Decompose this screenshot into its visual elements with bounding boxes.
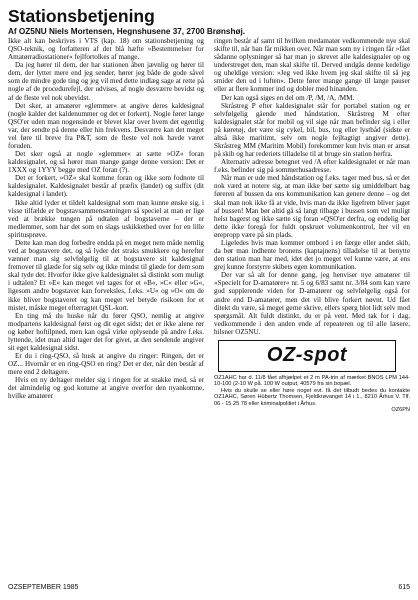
paragraph: Er du i ring-QSO, så husk at angive du ringer: Ringen, det er OZ... Hvornår er en ring-QSO en ring? Det er der, når den består af mere end 2 deltagere. bbox=[8, 352, 204, 377]
paragraph: Det sker også at nogle »glemmer« at sætte »OZ« foran kaldesignalet, og så hører man mange gange denne version: Det er 1XXX og 1YYY begge med OZ foran (?). bbox=[8, 150, 204, 175]
article-columns bbox=[8, 37, 410, 568]
oz-spot-text bbox=[214, 375, 410, 408]
paragraph: Det sker, at amatører »glemmer« at angive deres kaldesignal (nogle kalder det kaldenummer og det er forkert). Nogle fører lange QSO'er uden man nogensinde er blevet klar over hvem det egentlig var, der sendte på denne eller hin frekvens. Desværre kan det meget vel føre til breve fra P&T, som de fleste vel nok havde været foruden. bbox=[8, 101, 204, 151]
author-line: Af OZ5NU Niels Mortensen, Hegnshusene 37, 2700 Brønshøj. bbox=[8, 27, 246, 36]
oz-spot-signature-wrap bbox=[214, 407, 410, 414]
footer-issue: OZSEPTEMBER 1985 bbox=[8, 584, 79, 591]
paragraph: Ligeledes hvis man kommer ombord i en færge eller andet skib, da bør man indhente bronens (kaptajnens) tilladelse til at benytte den station man har med, idet det jo meget vel kunne være, at ens grej kunne forstyrre skibets egen kommunikation. bbox=[214, 238, 410, 272]
paragraph: Ikke altid lyder et tildelt kaldesignal som man kunne ønske sig, i visse tilfælde er bogstavsammensætningen så speciel at man er lige ved at brække tungen på udtalen af bogstaverne – der er medlemmer, som har det som en slags uskikkethed over for en lille spiritusprøve. bbox=[8, 198, 204, 239]
page-number: 615 bbox=[398, 584, 410, 591]
page-footer bbox=[8, 582, 410, 594]
paragraph: Det er forkert, »OZ« skal komme foran og ikke som fodnote til kaldesignalet. Kaldesignalet består af præfix (landet) og suffix (dit kaldesignal i landet). bbox=[8, 174, 204, 199]
paragraph: Der var så alt for denne gang, jeg henviser nye amatører til »Specielt for D-amatører« nr. 5 og 6/83 samt nr. 3/84 som kan være god supplerende viden for D-amatører og selvfølgelig også for andre end D-amatører, men det vil blive forkert nøvnt. Ud fået ditekt du være, så meget gerne skrive, ellers spørg blot lidt selv mod spørgsmål. Alt fuldt distinkt, du er på vent. Med tak for i dag, vedkommende i den anden ende af repeateren og til alle læsere, hilsner OZ5NU. bbox=[214, 271, 410, 336]
paragraph: Da jeg hører til dem, der har stationen åben jævnlig og hører til dem, der lytter mere end jeg sender, hører jeg både de gode såvel som de mindre gode ting og jeg vil med dette indlæg sage at rette på nogle af de procedurefejl, der udvises, af nogle desværre bevidst og af de fleste vel nok ubevidst. bbox=[8, 61, 204, 102]
right-column-text bbox=[214, 37, 410, 336]
paragraph: Skråstreg P efter kaldesignalet står for portabel station og er selvfølgelig gående med håndstation. Skråstreg M efter kaldesignalet står for mobil og vil sige når man befinder sig i eller på køretøj, det være sig cykel, bil, bus, tog eller lystbåd (sidste er altså ikke maritimt, selv om nogle fejltagtigt angiver dette). Skråstreg MM (Maritim Mobil) forekommer kun hvis man er ansat på skib og har rederiets tilladelse til at bruge sin station herfra. bbox=[214, 101, 410, 159]
left-column bbox=[8, 37, 204, 568]
paragraph: Når man er ude med håndstation og f.eks. tager med bus, så er det nok værd at notere sig, at man ikke bør sætte sig umiddelbart bag føreren af bussen da ens kommunikation kan genere denne – og det skal man nok ikke få at vide, hvis man da ikke ligefrem bliver jaget af bussen! Man bør altid gå så langt tilbage i bussen som vel muligt helst bagerst og ikke sætte sig foran »QSO'er derfra, og endelig bør dette ikke foregå for fuldt opskruet volumenkontrol, her vil en ørepropp være på sin plads. bbox=[214, 174, 410, 239]
paragraph: Hvis en ny deltager melder sig i ringen for at snakke med, så er det almindelig og god kotume at angive overfor den nyankomne, hvilke amatører bbox=[8, 376, 204, 401]
paragraph: Dette kan man dog forbedre endda på en meget nem måde nemlig ved at bogstavere det, og så lyder det straks smukkere og herefter vænner man sig selvfølgelig til at bogstavere sit kaldesignal fremover til glæde for sig selv og ikke mindst til glæde for dem som skal tyde det. Hvorfor ikke give kaldesignalet så distinkt som muligt i udtalen? Et »E« kan meget vel tages for et »B«, »C« eller »G«, ligesom andre bogstaver kan forveksles, f.eks. »U« og »O« om de ikke bliver bogstaveret og kan meget vel betyde risikoen for et mistet, måske meget efterragtet QSL-kort. bbox=[8, 238, 204, 312]
oz-spot-box bbox=[218, 340, 396, 372]
paragraph: Ikke alt kan beskrives i VTS (kap. 18) om stationsbetjening og QSO-teknik, og forfatteren af det blå hæfte »Bestemmelser for Amatørradiostationer« fejlfortolkes af mange. bbox=[8, 37, 204, 62]
paragraph: ringen består af samt til hvilken medamatør vedkommende nye skal skifte til, når han får mikken over. Når man som ny i ringen får »fået sådanne oplysninger så har man jo skrevet alle kaldesignaler op og understreget den, man skal skifte til. Derved undgås denne kedelige og uheldige version: »Jeg ved ikke hvem jeg skal skifte til så jeg smider den ud i luften«. Dette fører mange gange til lange pauser eller at flere kommer ind og dobler med hinanden. bbox=[214, 37, 410, 94]
oz-spot-heading: OZ-spot bbox=[266, 344, 348, 367]
paragraph: Hvis du skulle se eller høre noget evt. få det tilbudt bedes du kontakte OZ1AHC, Søren Hübertz Thomsen, Fjeldkrøvanget 14 i 1., 8210 Århus V. Tlf. 06 - 15 25 78 eller kriminalpolitiet i Århus. bbox=[214, 387, 410, 407]
right-column bbox=[214, 37, 410, 568]
paragraph: OZ1AHC har d. 11/8 fået afhjælpet et 2 m PA-trin af mærket BNOS LPM 144-10-100 (2-10 W på. 100 W output, 40579 fra sin bopæl. bbox=[214, 374, 410, 388]
paragraph: En ting må du huske når du fører QSO, nemlig at angive modpartens kaldesignal først og dit eget sidst; det er ikke alene rør og køber hoftilpned, men kan også virke oplysende på andre f.eks. lyttende, idet man altid tager det for givet, at den sendende angiver sit eget kaldesignal sidst. bbox=[8, 311, 204, 352]
paragraph: Alternativ adresse betegnet ved /A efter kaldesignalet er når man f.eks. befinder sig på sommerhusadresse. bbox=[214, 158, 410, 175]
oz-spot-signature: OZ6PN bbox=[391, 407, 410, 414]
article-page bbox=[8, 6, 410, 594]
paragraph: Der kan også siges en del om /P, /M, /A, /MM. bbox=[221, 93, 355, 102]
article-title: Stationsbetjening bbox=[8, 6, 155, 26]
